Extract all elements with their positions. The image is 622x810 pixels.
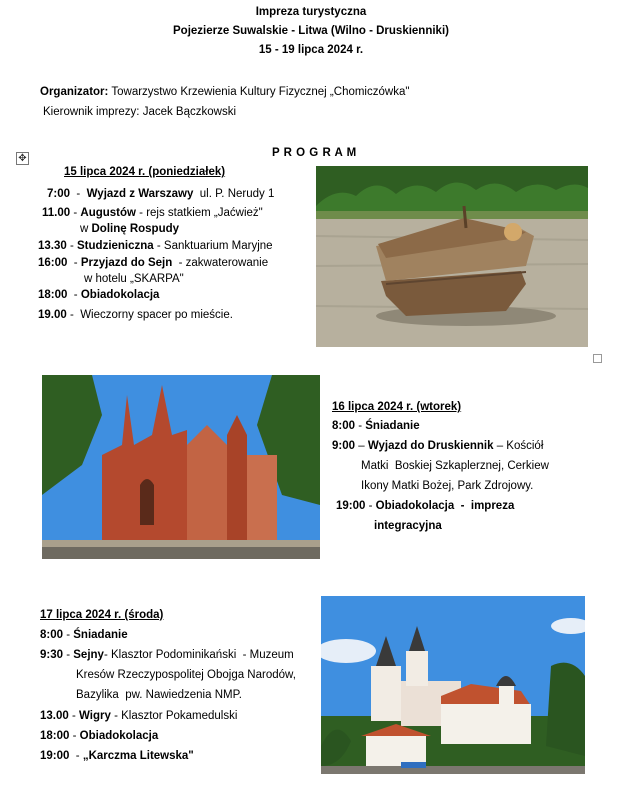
day3-item-sep: - — [68, 710, 80, 722]
day1-item — [38, 289, 159, 301]
day3-date: 17 lipca 2024 r. (środa) — [40, 609, 164, 621]
day2-item-sep: - — [365, 500, 376, 512]
day3-item-place: Śniadanie — [73, 629, 128, 641]
day3-item-time: 18:00 — [40, 730, 70, 742]
boat-on-lake-photo — [316, 166, 588, 347]
day1-item — [38, 257, 268, 269]
organizer-value: Towarzystwo Krzewienia Kultury Fizycznej „Chomiczówka" — [108, 86, 410, 98]
day1-item — [42, 207, 263, 219]
doc-subtitle: Pojezierze Suwalskie - Litwa (Wilno - Druskienniki) — [173, 25, 449, 37]
day2-item — [361, 460, 549, 472]
day1-item-place: Augustów — [80, 207, 136, 219]
day2-item-desc: Ikony Matki Bożej, Park Zdrojowy. — [361, 480, 534, 492]
doc-dates: 15 - 19 lipca 2024 r. — [258, 44, 364, 56]
program-title: P R O G R A M — [272, 147, 357, 159]
day3-item-place: Obiadokolacja — [79, 730, 159, 742]
day1-item-place: Wyjazd z Warszawy — [86, 188, 194, 200]
day1-item-time: 16:00 — [38, 257, 68, 269]
day1-item-place: Przyjazd do Sejn — [80, 257, 173, 269]
day3-item-time: 8:00 — [40, 629, 64, 641]
day3-item-desc: Kresów Rzeczypospolitej Obojga Narodów, — [76, 669, 296, 681]
day2-item-place: Wyjazd do Druskiennik — [367, 440, 494, 452]
day1-item-desc: w hotelu „SKARPA" — [84, 273, 184, 285]
day1-item — [84, 273, 184, 285]
day1-item-sep: - — [67, 257, 81, 269]
doc-title: Impreza turystyczna — [255, 6, 367, 18]
manager-line: Kierownik imprezy: Jacek Bączkowski — [43, 106, 237, 118]
gothic-church-photo — [42, 375, 320, 559]
day3-item-desc: - Klasztor Podominikański - Muzeum — [103, 649, 294, 661]
day1-item — [80, 223, 179, 235]
day3-item — [76, 669, 296, 681]
organizer-line — [40, 86, 409, 98]
day1-item — [38, 240, 273, 252]
day3-item-time: 13.00 — [40, 710, 69, 722]
day3-item-place: Wigry — [79, 710, 111, 722]
day1-item — [47, 188, 274, 200]
day2-item-desc: – Kościół — [493, 440, 544, 452]
day2-item — [374, 520, 442, 532]
day2-item-place: integracyjna — [374, 520, 442, 532]
day2-date: 16 lipca 2024 r. (wtorek) — [332, 401, 462, 413]
day1-item-time: 11.00 — [42, 207, 71, 219]
day2-item-desc: Matki Boskiej Szkaplerznej, Cerkiew — [361, 460, 549, 472]
day3-item-sep: - — [63, 649, 74, 661]
day2-item — [361, 480, 533, 492]
day2-item-sep: – — [355, 440, 368, 452]
day3-item-sep: - — [63, 629, 74, 641]
day3-item — [76, 689, 242, 701]
day2-item — [332, 420, 420, 432]
day1-item-desc: Wieczorny spacer po mieście. — [80, 309, 233, 321]
day3-item-time: 9:30 — [40, 649, 64, 661]
day1-item — [38, 309, 233, 321]
day3-item — [40, 710, 237, 722]
day1-item-time: 18:00 — [38, 289, 68, 301]
day2-item — [332, 440, 543, 452]
day2-item-time: 9:00 — [332, 440, 356, 452]
day2-item-desc: - impreza — [454, 500, 515, 512]
anchor-box — [593, 354, 602, 363]
day1-item-desc: - rejs statkiem „Jaćwież" — [135, 207, 263, 219]
day2-item-place: Obiadokolacja — [375, 500, 455, 512]
day2-item-time: 8:00 — [332, 420, 356, 432]
day1-date: 15 lipca 2024 r. (poniedziałek) — [64, 166, 226, 178]
day3-item — [40, 730, 158, 742]
day2-item-time: 19:00 — [336, 500, 366, 512]
day3-item-desc: Bazylika pw. Nawiedzenia NMP. — [76, 689, 242, 701]
day1-item-sep: - — [66, 240, 78, 252]
day2-item — [336, 500, 514, 512]
move-handle-icon[interactable]: ✥ — [16, 152, 29, 165]
day1-item-desc: - zakwaterowanie — [172, 257, 269, 269]
day2-item-place: Śniadanie — [365, 420, 420, 432]
day1-item-time: 13.30 — [38, 240, 67, 252]
day3-item-place: Sejny — [73, 649, 104, 661]
day1-item-place: Studzieniczna — [77, 240, 154, 252]
day3-item — [40, 649, 294, 661]
day3-item — [40, 629, 128, 641]
day1-item-time: 19.00 — [38, 309, 67, 321]
day3-item-place: „Karczma Litewska" — [82, 750, 194, 762]
day1-item-desc: - Sanktuarium Maryjne — [153, 240, 273, 252]
day1-item-sep: - — [70, 207, 81, 219]
day1-item-place: Obiadokolacja — [80, 289, 160, 301]
organizer-label: Organizator: — [40, 86, 109, 98]
day1-item-sep: - — [66, 309, 81, 321]
day3-item-time: 19:00 — [40, 750, 70, 762]
day1-item-desc: w — [80, 223, 92, 235]
monastery-photo — [321, 596, 585, 774]
day3-item-desc: - Klasztor Pokamedulski — [110, 710, 238, 722]
day3-item-sep: - — [69, 730, 80, 742]
day1-item-sep: - — [70, 188, 87, 200]
day1-item-time: 7:00 — [47, 188, 71, 200]
day2-item-sep: - — [355, 420, 366, 432]
day3-item-sep: - — [69, 750, 83, 762]
day1-item-desc: ul. P. Nerudy 1 — [193, 188, 275, 200]
day1-item-desc-bold: Dolinę Rospudy — [91, 223, 180, 235]
day3-item — [40, 750, 194, 762]
day1-item-sep: - — [67, 289, 81, 301]
